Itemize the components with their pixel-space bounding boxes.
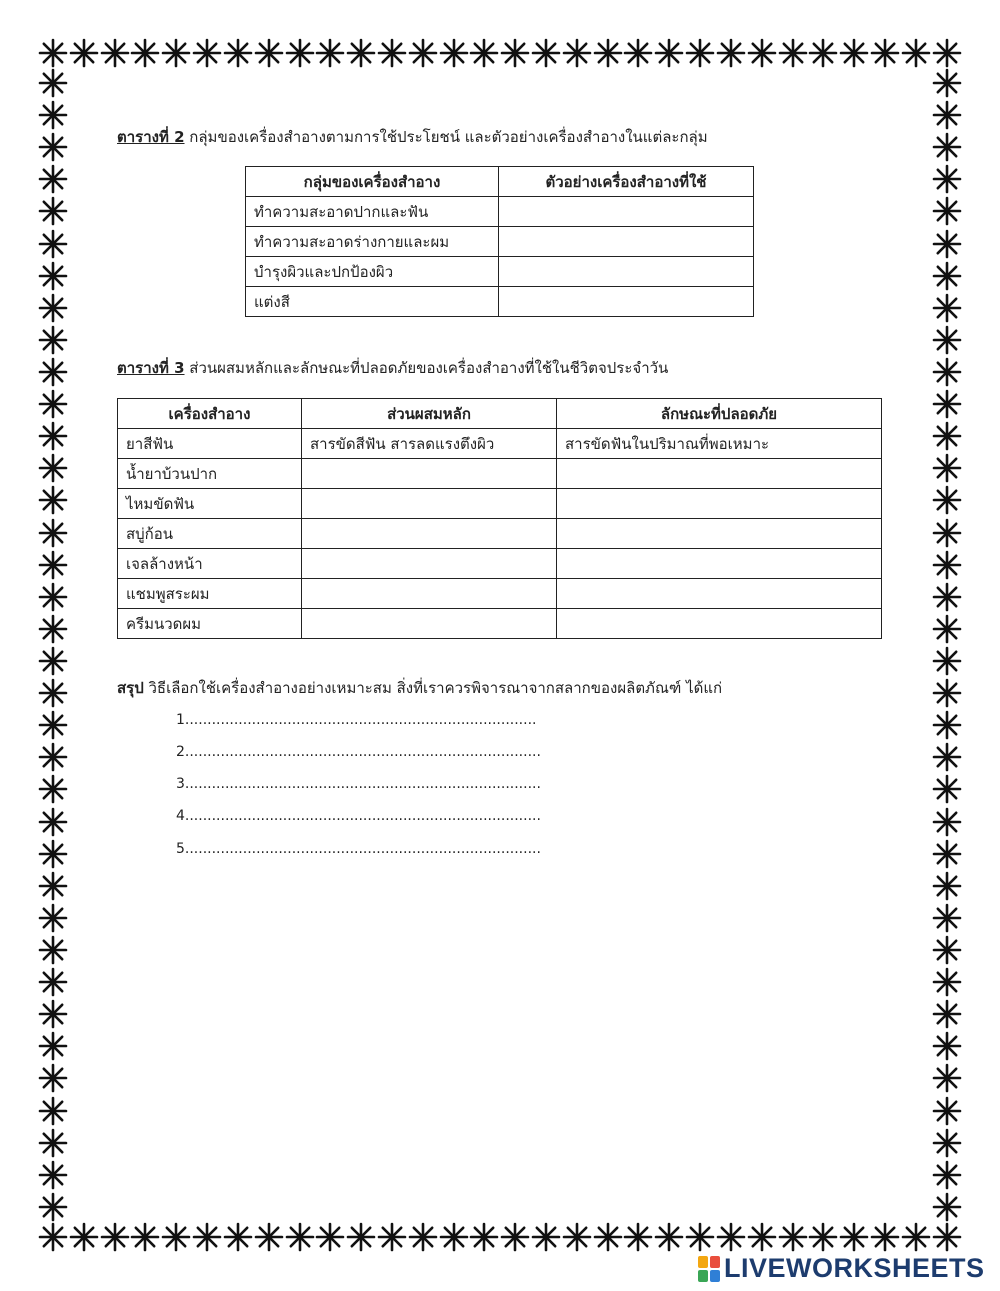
asterisk-flower-icon [562,1222,592,1252]
asterisk-flower-icon [38,389,68,419]
asterisk-flower-icon [69,1222,99,1252]
table-row [118,489,882,519]
table-row [118,459,882,489]
table3-product-cell: สบู่ก้อน [118,519,302,549]
asterisk-flower-icon [315,38,345,68]
table2-header-cell: ตัวอย่างเครื่องสำอางที่ใช้ [499,167,754,197]
asterisk-flower-icon [932,774,962,804]
asterisk-flower-icon [932,807,962,837]
table3-safety-cell: สารขัดฟันในปริมาณที่พอเหมาะ [557,429,882,459]
table-row [246,227,754,257]
asterisk-flower-icon [870,38,900,68]
asterisk-flower-icon [377,38,407,68]
asterisk-flower-icon [932,100,962,130]
asterisk-flower-icon [932,453,962,483]
table2-caption [117,125,708,149]
table-row [118,579,882,609]
table3-header-row [118,399,882,429]
asterisk-flower-icon [38,1192,68,1222]
table3-safety-cell[interactable] [557,489,882,519]
badge-tile [698,1256,708,1268]
badge-tile [710,1256,720,1268]
asterisk-flower-icon [38,710,68,740]
asterisk-flower-icon [38,196,68,226]
asterisk-flower-icon [38,453,68,483]
asterisk-flower-icon [932,903,962,933]
asterisk-flower-icon [901,1222,931,1252]
table2-answer-cell[interactable] [499,257,754,287]
table2-group-cell: บำรุงผิวและปกป้องผิว [246,257,499,287]
table2 [245,166,754,317]
asterisk-flower-icon [38,646,68,676]
asterisk-flower-icon [901,38,931,68]
asterisk-flower-icon [285,1222,315,1252]
table3-ingredient-cell[interactable] [302,489,557,519]
asterisk-flower-icon [38,807,68,837]
asterisk-flower-icon [469,38,499,68]
asterisk-flower-icon [161,1222,191,1252]
asterisk-flower-icon [932,518,962,548]
badge-tile [698,1270,708,1282]
badge-tile [710,1270,720,1282]
asterisk-flower-icon [223,1222,253,1252]
table3-header-cell: ส่วนผสมหลัก [302,399,557,429]
table2-header-cell: กลุ่มของเครื่องสำอาง [246,167,499,197]
asterisk-flower-icon [161,38,191,68]
asterisk-flower-icon [38,678,68,708]
asterisk-flower-icon [716,38,746,68]
page-border-right [932,68,962,1222]
asterisk-flower-icon [469,1222,499,1252]
table2-answer-cell[interactable] [499,227,754,257]
asterisk-flower-icon [130,38,160,68]
table2-answer-cell[interactable] [499,287,754,317]
table3-ingredient-cell[interactable] [302,579,557,609]
asterisk-flower-icon [808,1222,838,1252]
asterisk-flower-icon [932,389,962,419]
table3-header-cell: เครื่องสำอาง [118,399,302,429]
table2-caption-label: ตารางที่ 2 [117,128,185,146]
table3-ingredient-cell: สารขัดสีฟัน สารลดแรงตึงผิว [302,429,557,459]
asterisk-flower-icon [38,229,68,259]
asterisk-flower-icon [346,1222,376,1252]
asterisk-flower-icon [531,1222,561,1252]
asterisk-flower-icon [38,550,68,580]
asterisk-flower-icon [38,357,68,387]
asterisk-flower-icon [932,421,962,451]
asterisk-flower-icon [932,1063,962,1093]
asterisk-flower-icon [623,1222,653,1252]
asterisk-flower-icon [932,68,962,98]
asterisk-flower-icon [623,38,653,68]
table2-group-cell: แต่งสี [246,287,499,317]
asterisk-flower-icon [593,1222,623,1252]
page-border-left [38,68,68,1222]
asterisk-flower-icon [932,582,962,612]
asterisk-flower-icon [439,1222,469,1252]
asterisk-flower-icon [932,1160,962,1190]
table-row [118,519,882,549]
table2-group-cell: ทำความสะอาดปากและฟัน [246,197,499,227]
asterisk-flower-icon [932,38,962,68]
asterisk-flower-icon [531,38,561,68]
table3-ingredient-cell[interactable] [302,609,557,639]
asterisk-flower-icon [377,1222,407,1252]
answer-line-1[interactable]: 1............................................................................... [176,712,537,728]
asterisk-flower-icon [778,38,808,68]
answer-line-4[interactable]: 4................................................................................ [176,808,541,824]
asterisk-flower-icon [932,646,962,676]
asterisk-flower-icon [932,710,962,740]
asterisk-flower-icon [38,518,68,548]
table3-safety-cell[interactable] [557,459,882,489]
asterisk-flower-icon [932,261,962,291]
table3-caption-label: ตารางที่ 3 [117,359,185,377]
asterisk-flower-icon [69,38,99,68]
answer-line-5[interactable]: 5................................................................................ [176,841,541,857]
table3-product-cell: เจลล้างหน้า [118,549,302,579]
table-row [246,257,754,287]
asterisk-flower-icon [562,38,592,68]
table3 [117,398,882,639]
table3-header-cell: ลักษณะที่ปลอดภัย [557,399,882,429]
asterisk-flower-icon [932,1031,962,1061]
asterisk-flower-icon [808,38,838,68]
table-row [246,197,754,227]
asterisk-flower-icon [747,38,777,68]
asterisk-flower-icon [38,485,68,515]
asterisk-flower-icon [932,678,962,708]
asterisk-flower-icon [38,68,68,98]
asterisk-flower-icon [38,967,68,997]
table3-ingredient-cell[interactable] [302,519,557,549]
asterisk-flower-icon [932,196,962,226]
asterisk-flower-icon [38,839,68,869]
asterisk-flower-icon [500,38,530,68]
asterisk-flower-icon [38,100,68,130]
asterisk-flower-icon [932,1128,962,1158]
asterisk-flower-icon [346,38,376,68]
asterisk-flower-icon [593,38,623,68]
table-row [246,287,754,317]
asterisk-flower-icon [315,1222,345,1252]
asterisk-flower-icon [932,293,962,323]
summary-label: สรุป [117,679,144,697]
page-border-bottom [38,1222,962,1252]
liveworksheets-logo [698,1253,985,1284]
answer-line-2[interactable]: 2................................................................................ [176,744,541,760]
asterisk-flower-icon [932,1096,962,1126]
asterisk-flower-icon [38,164,68,194]
table2-group-cell: ทำความสะอาดร่างกายและผม [246,227,499,257]
asterisk-flower-icon [408,1222,438,1252]
asterisk-flower-icon [932,999,962,1029]
asterisk-flower-icon [932,614,962,644]
asterisk-flower-icon [100,1222,130,1252]
table3-ingredient-cell[interactable] [302,459,557,489]
table3-safety-cell[interactable] [557,609,882,639]
asterisk-flower-icon [932,1192,962,1222]
asterisk-flower-icon [38,1128,68,1158]
liveworksheets-wordmark: LIVEWORKSHEETS [724,1253,985,1283]
asterisk-flower-icon [38,1096,68,1126]
asterisk-flower-icon [408,38,438,68]
asterisk-flower-icon [38,325,68,355]
asterisk-flower-icon [685,38,715,68]
asterisk-flower-icon [254,1222,284,1252]
asterisk-flower-icon [38,774,68,804]
asterisk-flower-icon [192,1222,222,1252]
asterisk-flower-icon [38,871,68,901]
asterisk-flower-icon [932,357,962,387]
table3-safety-cell[interactable] [557,549,882,579]
table3-ingredient-cell[interactable] [302,549,557,579]
asterisk-flower-icon [685,1222,715,1252]
table2-answer-cell[interactable] [499,197,754,227]
asterisk-flower-icon [654,38,684,68]
asterisk-flower-icon [100,38,130,68]
table3-safety-cell[interactable] [557,519,882,549]
asterisk-flower-icon [38,903,68,933]
asterisk-flower-icon [839,1222,869,1252]
asterisk-flower-icon [130,1222,160,1252]
asterisk-flower-icon [932,325,962,355]
asterisk-flower-icon [932,839,962,869]
table-row [118,429,882,459]
asterisk-flower-icon [932,871,962,901]
asterisk-flower-icon [932,132,962,162]
asterisk-flower-icon [223,38,253,68]
table3-product-cell: ครีมนวดผม [118,609,302,639]
asterisk-flower-icon [38,1160,68,1190]
table-row [118,609,882,639]
asterisk-flower-icon [932,742,962,772]
asterisk-flower-icon [870,1222,900,1252]
asterisk-flower-icon [932,550,962,580]
asterisk-flower-icon [38,582,68,612]
asterisk-flower-icon [38,614,68,644]
asterisk-flower-icon [38,1031,68,1061]
table3-product-cell: แชมพูสระผม [118,579,302,609]
table2-caption-text: กลุ่มของเครื่องสำอางตามการใช้ประโยชน์ และตัวอย่างเครื่องสำอางในแต่ละกลุ่ม [184,128,708,146]
asterisk-flower-icon [38,1222,68,1252]
asterisk-flower-icon [38,293,68,323]
table3-product-cell: ไหมขัดฟัน [118,489,302,519]
asterisk-flower-icon [285,38,315,68]
asterisk-flower-icon [932,485,962,515]
answer-line-3[interactable]: 3................................................................................ [176,776,541,792]
asterisk-flower-icon [716,1222,746,1252]
page-border-top [38,38,962,68]
asterisk-flower-icon [932,967,962,997]
asterisk-flower-icon [254,38,284,68]
asterisk-flower-icon [192,38,222,68]
asterisk-flower-icon [38,742,68,772]
summary-text: วิธีเลือกใช้เครื่องสำอางอย่างเหมาะสม สิ่งที่เราควรพิจารณาจากสลากของผลิตภัณฑ์ ได้แก่ [143,679,723,697]
asterisk-flower-icon [932,1222,962,1252]
liveworksheets-badge-icon [698,1256,720,1282]
asterisk-flower-icon [38,132,68,162]
table2-header-row [246,167,754,197]
asterisk-flower-icon [38,421,68,451]
asterisk-flower-icon [932,229,962,259]
asterisk-flower-icon [778,1222,808,1252]
summary-heading [117,676,722,700]
asterisk-flower-icon [500,1222,530,1252]
table3-caption [117,356,668,380]
table3-safety-cell[interactable] [557,579,882,609]
asterisk-flower-icon [932,935,962,965]
asterisk-flower-icon [38,38,68,68]
table3-caption-text: ส่วนผสมหลักและลักษณะที่ปลอดภัยของเครื่องสำอางที่ใช้ในชีวิตจประจำวัน [184,359,669,377]
asterisk-flower-icon [38,261,68,291]
asterisk-flower-icon [38,935,68,965]
asterisk-flower-icon [38,999,68,1029]
asterisk-flower-icon [439,38,469,68]
asterisk-flower-icon [839,38,869,68]
table3-product-cell: น้ำยาบ้วนปาก [118,459,302,489]
asterisk-flower-icon [747,1222,777,1252]
asterisk-flower-icon [932,164,962,194]
table3-product-cell: ยาสีฟัน [118,429,302,459]
asterisk-flower-icon [38,1063,68,1093]
table-row [118,549,882,579]
asterisk-flower-icon [654,1222,684,1252]
